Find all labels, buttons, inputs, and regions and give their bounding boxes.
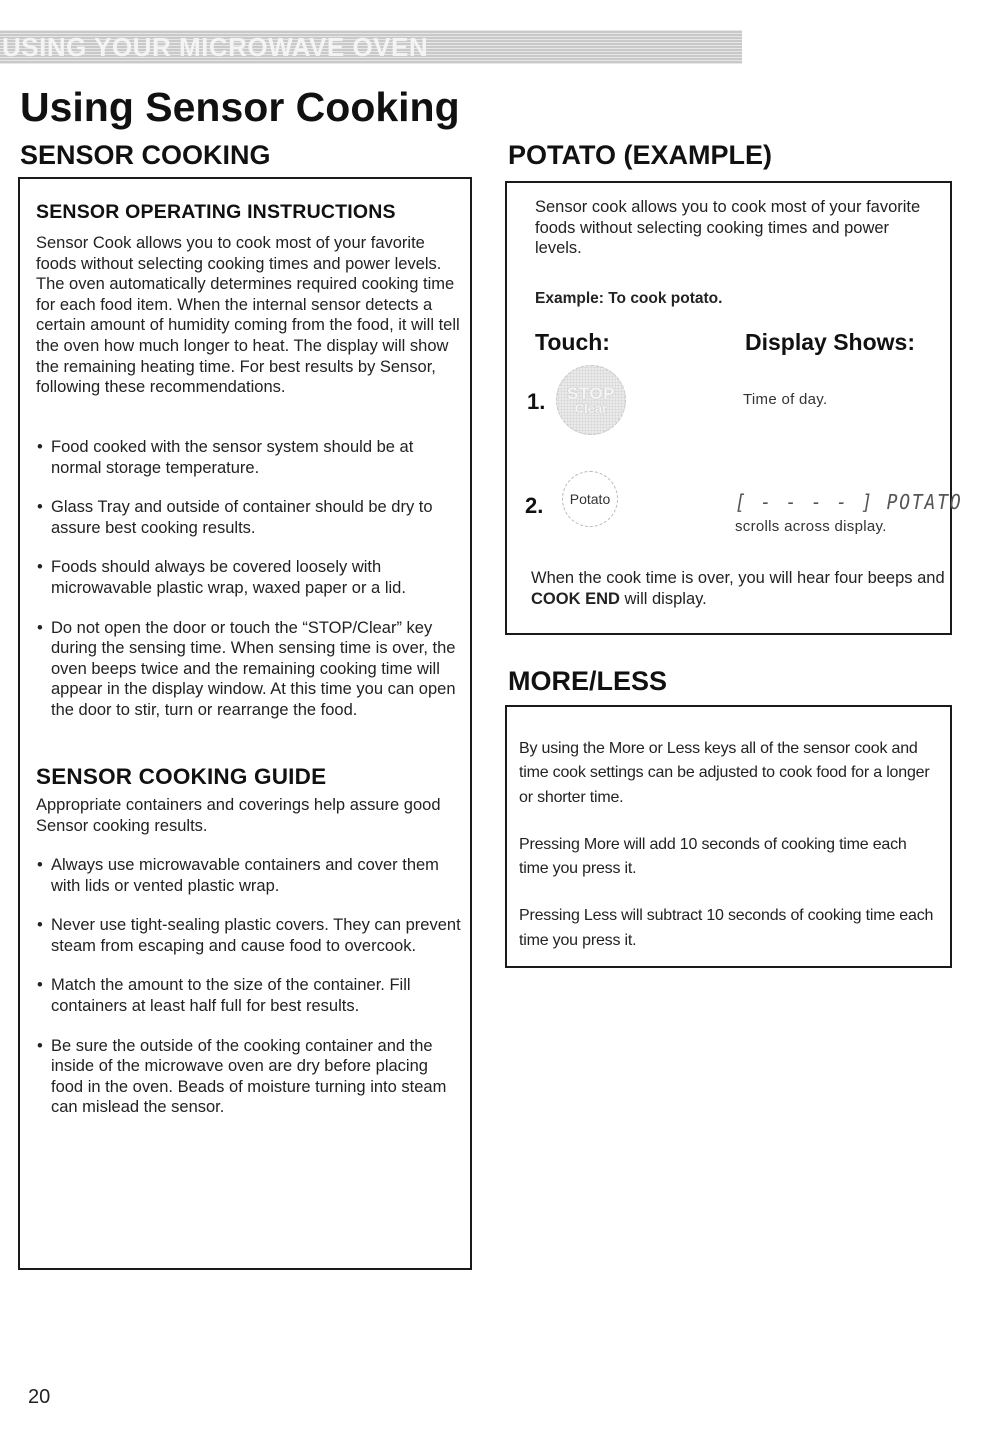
section-banner xyxy=(0,30,742,64)
step-number: 1. xyxy=(527,389,546,414)
more-less-body xyxy=(519,737,939,953)
potato-example-box xyxy=(505,181,963,635)
banner-text: USING YOUR MICROWAVE OVEN xyxy=(2,32,429,62)
potato-key-icon xyxy=(562,471,618,527)
operating-instructions-list xyxy=(36,437,464,721)
list-item-text: Food cooked with the sensor system should be at normal storage temperature. xyxy=(51,438,414,477)
lcd-display-readout: [ - - - - ] POTATO xyxy=(735,490,963,514)
page-title: Using Sensor Cooking xyxy=(20,84,460,130)
potato-closing-text: When the cook time is over, you will hear four beeps and COOK END will display. xyxy=(531,569,945,608)
potato-example-heading: POTATO (EXAMPLE) xyxy=(508,140,773,170)
more-less-paragraph: By using the More or Less keys all of the sensor cook and time cook settings can be adjusted to cook food for a longer or shorter time. xyxy=(519,740,930,806)
operating-instructions-text: Sensor Cook allows you to cook most of your favorite foods without selecting cooking times and power levels. The oven automatically determines required cooking time for each food item. When the internal sensor detects a certain amount of humidity coming from the food, it will tell the oven how much longer to heat. The display will show the remaining heating time. For best results by Sensor, following these recommendations. xyxy=(36,234,460,397)
list-item-text: Be sure the outside of the cooking container and the inside of the microwave oven are dry before placing food in the oven. Beads of moisture turning into steam can mislead the sensor. xyxy=(51,1036,447,1117)
potato-key-label: Potato xyxy=(569,491,611,507)
list-item: • Glass Tray and outside of container should be dry to assure best cooking results. xyxy=(37,498,433,537)
cooking-guide-text: Appropriate containers and coverings help assure good Sensor cooking results. xyxy=(36,796,441,835)
sensor-cooking-heading: SENSOR COOKING xyxy=(20,140,271,170)
list-item-text: Glass Tray and outside of container should be dry to assure best cooking results. xyxy=(51,498,433,537)
example-line: Example: To cook potato. xyxy=(535,290,723,307)
display-column-heading: Display Shows: xyxy=(745,329,915,355)
list-item: • Do not open the door or touch the “STOP/Clear” key during the sensing time. When sensing time is over, the oven beeps twice and the remaining cooking time will appear in the display window. At this time you can open the door to stir, turn or rearrange the food. xyxy=(37,618,456,719)
page-number: 20 xyxy=(28,1386,51,1408)
stop-clear-key-icon xyxy=(556,365,626,435)
cook-end-label: COOK END xyxy=(531,589,620,608)
cooking-guide-heading: SENSOR COOKING GUIDE xyxy=(36,764,327,789)
sensor-cooking-box xyxy=(18,177,472,1270)
potato-intro-text: Sensor cook allows you to cook most of your favorite foods without selecting cooking times and power levels. xyxy=(535,198,921,258)
step-number: 2. xyxy=(525,493,544,518)
list-item: • Food cooked with the sensor system should be at normal storage temperature. xyxy=(37,438,414,477)
stop-key-label: STOP xyxy=(567,384,615,403)
list-item: • Foods should always be covered loosely with microwavable plastic wrap, waxed paper or a lid. xyxy=(37,558,406,597)
list-item-text: Never use tight-sealing plastic covers. They can prevent steam from escaping and cause food to overcook. xyxy=(51,916,461,955)
list-item-text: Match the amount to the size of the container. Fill containers at least half full for best results. xyxy=(51,976,411,1015)
more-less-box xyxy=(505,705,952,968)
clear-key-label: Clear xyxy=(574,401,608,416)
list-item-text: Foods should always be covered loosely with microwavable plastic wrap, waxed paper or a lid. xyxy=(51,558,406,597)
step-2-display: scrolls across display. xyxy=(735,518,887,535)
list-item-text: Do not open the door or touch the “STOP/Clear” key during the sensing time. When sensing time is over, the oven beeps twice and the remaining cooking time will appear in the display window. At this time you can open the door to stir, turn or rearrange the food. xyxy=(51,618,456,719)
list-item-text: Always use microwavable containers and cover them with lids or vented plastic wrap. xyxy=(51,856,439,895)
step-1-display: Time of day. xyxy=(743,391,828,408)
more-less-heading: MORE/LESS xyxy=(508,666,668,696)
list-item: • Be sure the outside of the cooking container and the inside of the microwave oven are dry before placing food in the oven. Beads of moisture turning into steam can mislead the sensor. xyxy=(37,1036,447,1117)
list-item: • Never use tight-sealing plastic covers. They can prevent steam from escaping and cause food to overcook. xyxy=(37,916,461,955)
operating-instructions-heading: SENSOR OPERATING INSTRUCTIONS xyxy=(36,201,396,223)
list-item: • Always use microwavable containers and cover them with lids or vented plastic wrap. xyxy=(37,856,439,895)
touch-column-heading: Touch: xyxy=(535,329,610,355)
list-item: • Match the amount to the size of the container. Fill containers at least half full for best results. xyxy=(37,976,411,1015)
cooking-guide-list xyxy=(36,855,464,1118)
more-less-paragraph: Pressing More will add 10 seconds of cooking time each time you press it. xyxy=(519,835,907,878)
more-less-paragraph: Pressing Less will subtract 10 seconds of cooking time each time you press it. xyxy=(519,907,934,949)
